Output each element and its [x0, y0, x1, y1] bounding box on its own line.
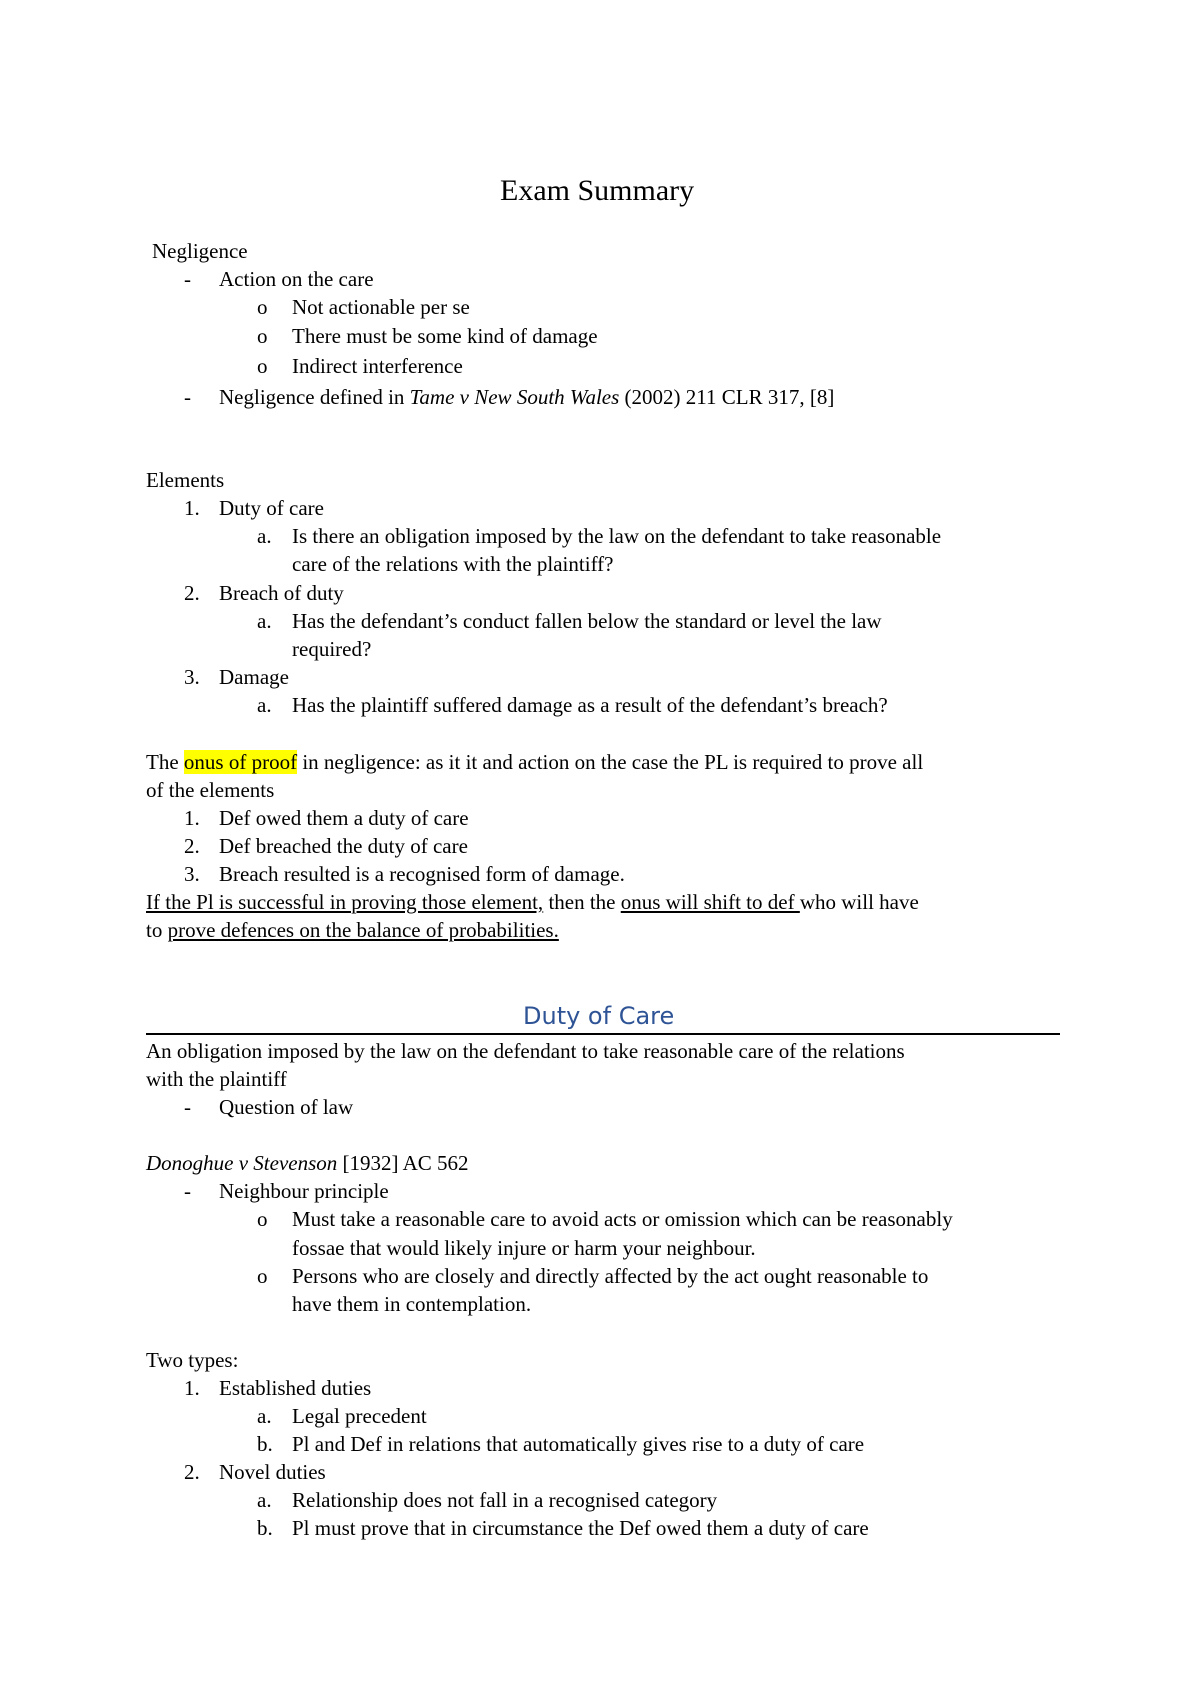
case-citation-donoghue: [1932] AC 562: [337, 1151, 469, 1175]
number-marker: 2.: [184, 1460, 200, 1484]
highlight-onus-of-proof: onus of proof: [183, 750, 298, 774]
case-name-tame: Tame v New South Wales: [409, 385, 620, 409]
onus-text-rest: in negligence: as it it and action on the case the PL is required to prove all: [297, 750, 924, 774]
case-name-donoghue: Donoghue v Stevenson: [146, 1151, 338, 1175]
number-marker: 2.: [184, 834, 200, 858]
underline-onus-shift: onus will shift to def: [620, 890, 800, 914]
circle-marker: o: [257, 295, 268, 319]
duty-of-care-heading: Duty of Care: [523, 1002, 675, 1030]
dash-marker: -: [184, 1095, 191, 1119]
element-breach-of-duty: Breach of duty: [219, 581, 344, 605]
element-duty-of-care: Duty of care: [219, 496, 324, 520]
neighbour-sub2-l2: have them in contemplation.: [292, 1292, 532, 1316]
onus-paragraph-l1: [146, 752, 923, 773]
onus-item-3: Breach resulted is a recognised form of damage.: [219, 862, 625, 886]
elements-heading: Elements: [146, 468, 225, 492]
type-established-duties: Established duties: [219, 1376, 372, 1400]
underline-successful: If the Pl is successful in proving those element,: [146, 890, 544, 914]
type-novel-duties: Novel duties: [219, 1460, 326, 1484]
onus-shift-l2: [146, 920, 559, 941]
type2-item-a: Relationship does not fall in a recognised category: [292, 1488, 718, 1512]
element-duty-question-l2: care of the relations with the plaintiff?: [292, 552, 614, 576]
duty-definition-l1: An obligation imposed by the law on the defendant to take reasonable care of the relations: [146, 1039, 905, 1063]
onus-paragraph-l2: of the elements: [146, 778, 275, 802]
case-donoghue: [146, 1153, 469, 1174]
negligence-heading: Negligence: [152, 239, 248, 263]
onus-text-start: The: [146, 750, 184, 774]
circle-marker: o: [257, 1207, 268, 1231]
neighbour-sub1-l2: fossae that would likely injure or harm your neighbour.: [292, 1236, 756, 1260]
bullet-negligence-defined: [219, 387, 834, 408]
letter-marker: b.: [257, 1516, 273, 1540]
circle-marker: o: [257, 1264, 268, 1288]
bullet-neighbour-principle: Neighbour principle: [219, 1179, 389, 1203]
number-marker: 2.: [184, 581, 200, 605]
onus-shift-l1: [146, 892, 919, 913]
number-marker: 3.: [184, 665, 200, 689]
dash-marker: -: [184, 1179, 191, 1203]
onus-shift-end: who will have: [799, 890, 919, 914]
letter-marker: b.: [257, 1432, 273, 1456]
dash-marker: -: [184, 267, 191, 291]
circle-marker: o: [257, 354, 268, 378]
onus-shift-l2-pre: to: [146, 918, 168, 942]
type2-item-b: Pl must prove that in circumstance the Def owed them a duty of care: [292, 1516, 869, 1540]
letter-marker: a.: [257, 524, 272, 548]
definition-citation: (2002) 211 CLR 317, [8]: [619, 385, 835, 409]
element-breach-question-l2: required?: [292, 637, 372, 661]
definition-prefix: Negligence defined in: [219, 385, 410, 409]
bullet-question-of-law: Question of law: [219, 1095, 354, 1119]
bullet-action-on-case: Action on the care: [219, 267, 374, 291]
dash-marker: -: [184, 385, 191, 409]
onus-item-1: Def owed them a duty of care: [219, 806, 469, 830]
underline-prove-defences: prove defences on the balance of probabilities.: [167, 918, 559, 942]
circle-marker: o: [257, 324, 268, 348]
number-marker: 1.: [184, 496, 200, 520]
document-title: Exam Summary: [500, 174, 695, 207]
duty-definition-l2: with the plaintiff: [146, 1067, 287, 1091]
number-marker: 1.: [184, 806, 200, 830]
sub-bullet-damage: There must be some kind of damage: [292, 324, 598, 348]
number-marker: 3.: [184, 862, 200, 886]
neighbour-sub2-l1: Persons who are closely and directly affected by the act ought reasonable to: [292, 1264, 929, 1288]
onus-item-2: Def breached the duty of care: [219, 834, 468, 858]
heading-rule: [146, 1033, 1060, 1035]
element-breach-question-l1: Has the defendant’s conduct fallen below the standard or level the law: [292, 609, 882, 633]
type1-item-b: Pl and Def in relations that automatically gives rise to a duty of care: [292, 1432, 865, 1456]
type1-item-a: Legal precedent: [292, 1404, 427, 1428]
element-damage: Damage: [219, 665, 289, 689]
letter-marker: a.: [257, 1404, 272, 1428]
sub-bullet-not-actionable: Not actionable per se: [292, 295, 470, 319]
element-damage-question: Has the plaintiff suffered damage as a result of the defendant’s breach?: [292, 693, 888, 717]
neighbour-sub1-l1: Must take a reasonable care to avoid acts or omission which can be reasonably: [292, 1207, 953, 1231]
letter-marker: a.: [257, 1488, 272, 1512]
letter-marker: a.: [257, 609, 272, 633]
onus-shift-mid: then the: [543, 890, 621, 914]
sub-bullet-indirect: Indirect interference: [292, 354, 463, 378]
number-marker: 1.: [184, 1376, 200, 1400]
two-types-heading: Two types:: [146, 1348, 239, 1372]
letter-marker: a.: [257, 693, 272, 717]
element-duty-question-l1: Is there an obligation imposed by the law on the defendant to take reasonable: [292, 524, 942, 548]
